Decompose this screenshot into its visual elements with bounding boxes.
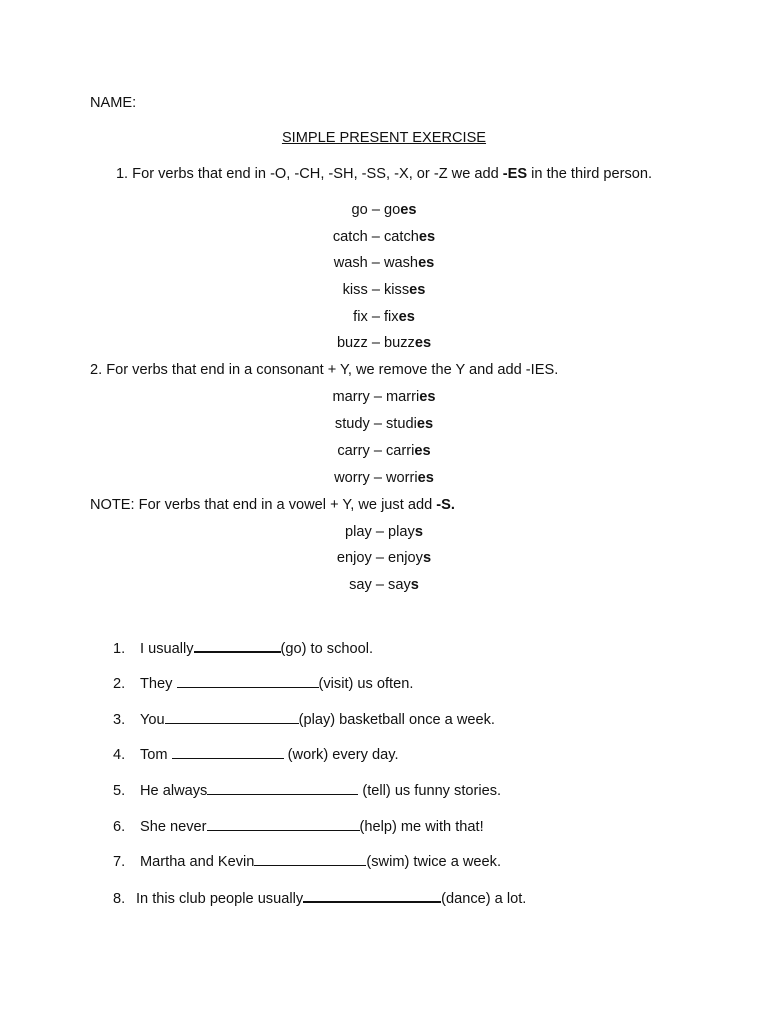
answer-blank[interactable]	[303, 888, 441, 903]
answer-blank[interactable]	[254, 852, 366, 866]
example-base: say – say	[349, 577, 411, 593]
example-suffix: es	[398, 309, 415, 325]
example-base: fix – fix	[353, 309, 399, 325]
exercise-suffix: (tell) us funny stories.	[358, 783, 502, 799]
exercise-suffix: (dance) a lot.	[441, 891, 527, 907]
example-suffix: es	[414, 443, 431, 459]
example-play	[0, 523, 768, 541]
exercise-prefix: She never	[140, 819, 207, 835]
exercise-item	[113, 888, 526, 908]
exercise-prefix: You	[140, 712, 165, 728]
exercise-item	[113, 745, 399, 764]
exercise-prefix: He always	[140, 783, 208, 799]
answer-blank[interactable]	[194, 638, 281, 653]
answer-blank[interactable]	[172, 745, 284, 759]
example-study	[0, 415, 768, 433]
example-base: marry – marri	[332, 389, 420, 405]
example-say	[0, 576, 768, 594]
example-suffix: es	[417, 470, 434, 486]
note-text	[90, 496, 455, 514]
rule-1-text-before: 1. For verbs that end in -O, -CH, -SH, -SS, -X, or -Z we add	[115, 166, 503, 182]
example-base: worry – worri	[334, 470, 418, 486]
example-enjoy	[0, 549, 768, 567]
example-base: carry – carri	[337, 443, 415, 459]
exercise-suffix: (swim) twice a week.	[366, 854, 501, 870]
example-suffix: es	[409, 282, 426, 298]
exercise-number: 4.	[113, 747, 126, 763]
example-base: go – go	[351, 202, 401, 218]
exercise-item	[113, 852, 501, 871]
example-buzz	[0, 334, 768, 352]
example-suffix: s	[414, 524, 423, 540]
example-base: kiss – kiss	[342, 282, 410, 298]
rule-2-text: 2. For verbs that end in a consonant + Y, we remove the Y and add -IES.	[90, 362, 559, 378]
exercise-prefix: In this club people usually	[136, 891, 304, 907]
exercise-number: 5.	[113, 783, 126, 799]
example-suffix: s	[422, 550, 432, 566]
exercise-prefix: Tom	[140, 747, 172, 763]
exercise-item	[113, 817, 484, 836]
exercise-number: 6.	[113, 819, 126, 835]
exercise-prefix: I usually	[140, 641, 194, 657]
rule-1-text-after: in the third person.	[527, 166, 653, 182]
example-base: enjoy – enjoy	[336, 550, 423, 566]
exercise-prefix: Martha and Kevin	[140, 854, 255, 870]
page-title: SIMPLE PRESENT EXERCISE	[281, 130, 487, 146]
note-emphasis: -S.	[436, 497, 455, 513]
rule-1-emphasis: -ES	[502, 166, 528, 182]
example-suffix: es	[414, 335, 432, 351]
exercise-prefix: They	[140, 676, 177, 692]
rule-1-text	[0, 165, 768, 183]
example-suffix: es	[418, 255, 435, 271]
exercise-number: 7.	[113, 854, 126, 870]
exercise-suffix: (help) me with that!	[359, 819, 484, 835]
example-base: play – play	[345, 524, 415, 540]
example-base: buzz – buzz	[336, 335, 415, 351]
answer-blank[interactable]	[165, 710, 299, 724]
answer-blank[interactable]	[207, 781, 358, 795]
answer-blank[interactable]	[177, 674, 319, 688]
exercise-suffix: (go) to school.	[280, 641, 374, 657]
example-kiss	[0, 281, 768, 299]
exercise-item	[113, 674, 413, 693]
example-suffix: es	[416, 416, 434, 432]
exercise-item	[113, 781, 501, 800]
example-base: catch – catch	[332, 229, 419, 245]
example-go	[0, 201, 768, 219]
exercise-number: 1.	[113, 641, 126, 657]
exercise-number: 2.	[113, 676, 126, 692]
exercise-item	[113, 638, 373, 658]
example-catch	[0, 228, 768, 246]
example-suffix: es	[419, 389, 436, 405]
example-marry	[0, 388, 768, 406]
example-worry	[0, 469, 768, 487]
example-base: study – studi	[334, 416, 417, 432]
example-suffix: es	[400, 202, 417, 218]
example-base: wash – wash	[333, 255, 419, 271]
name-label: NAME:	[90, 95, 137, 111]
exercise-suffix: (visit) us often.	[318, 676, 414, 692]
exercise-suffix: (play) basketball once a week.	[298, 712, 495, 728]
example-wash	[0, 254, 768, 272]
exercise-number: 3.	[113, 712, 126, 728]
exercise-item	[113, 710, 495, 729]
example-suffix: s	[410, 577, 419, 593]
answer-blank[interactable]	[207, 817, 360, 831]
note-text-before: NOTE: For verbs that end in a vowel + Y, we just add	[90, 497, 437, 513]
example-fix	[0, 308, 768, 326]
example-carry	[0, 442, 768, 460]
example-suffix: es	[418, 229, 436, 245]
exercise-suffix: (work) every day.	[283, 747, 399, 763]
exercise-number: 8.	[113, 891, 126, 907]
